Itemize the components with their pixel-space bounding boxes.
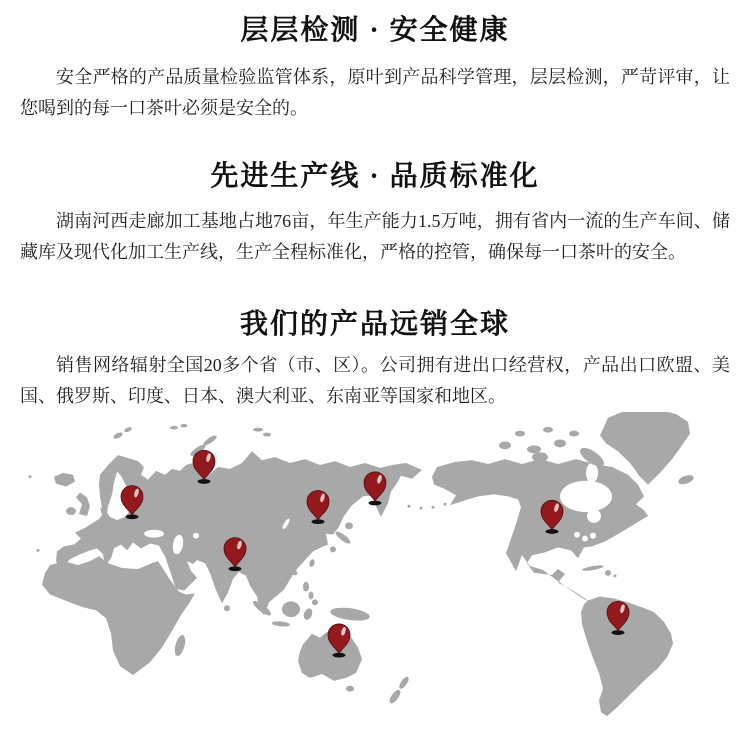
arctic-island-1 [499,441,511,449]
island-philippines-luzon [303,582,309,592]
aleutian-1 [444,503,447,506]
island-severnaya-zemlya-2 [263,433,271,437]
arctic-island-2 [515,431,525,437]
section-1-paragraph: 安全严格的产品质量检验监管体系，原叶到产品科学管理，层层检测，严苛评审，让您喝到的每一口茶叶必须是安全的。 [20,67,730,118]
great-lake-3 [590,533,596,539]
island-madagascar [173,634,187,657]
world-map-svg [0,412,750,726]
island-iceland [54,473,75,487]
island-new-zealand-south [388,688,403,705]
island-ireland [66,507,76,515]
island-speck [29,475,32,478]
island-java [272,621,290,627]
world-map [0,412,750,726]
island-iceland-east [677,473,695,486]
continent-north-america [432,459,648,603]
island-kyushu [330,546,336,552]
island-tasmania [346,686,354,692]
great-lake-1 [574,532,580,538]
island-cuba [582,564,604,572]
section-2-heading: 先进生产线 · 品质标准化 [210,161,540,192]
aleutian-2 [432,506,435,509]
island-franz-josef [170,426,178,430]
section-1-heading: 层层检测 · 安全健康 [240,15,510,46]
island-svalbard-2 [124,426,133,433]
arctic-island-3 [527,445,541,453]
island-hainan [293,570,298,575]
island-honshu [334,530,352,546]
hudson-strait [586,463,598,483]
island-sulawesi [302,607,314,621]
island-victoria [532,452,548,462]
arctic-island-6 [569,431,579,437]
aleutian-4 [408,505,411,508]
section-2-paragraph: 湖南河西走廊加工基地占地76亩，年生产能力1.5万吨，拥有省内一流的生产车间、储藏库及现代化加工生产线，生产全程标准化，严格的控管，确保每一口茶叶的安全。 [20,211,730,262]
arctic-island-5 [554,439,566,447]
aleutian-3 [420,507,423,510]
great-lake-2 [582,536,588,542]
section-3-paragraph: 销售网络辐射全国20多个省（市、区）。公司拥有进出口经营权，产品出口欧盟、美国、俄罗斯、印度、日本、澳大利亚、东南亚等国家和地区。 [20,355,730,406]
island-svalbard [112,431,123,440]
aral-sea [193,533,199,539]
island-philippines-mindanao [312,599,318,605]
arctic-island-4 [543,427,553,433]
island-philippines [309,592,314,600]
black-sea [144,530,164,538]
island-novaya-zemlya-2 [202,434,218,447]
island-borneo [282,601,300,617]
island-puerto-rico [614,574,617,577]
island-hispaniola [605,570,611,576]
island-severnaya-zemlya [253,428,263,432]
island-new-guinea [329,606,370,623]
island-azores [37,549,40,552]
hudson-bay [560,481,612,512]
island-taiwan [309,559,316,568]
island-sri-lanka [224,605,230,611]
james-bay [587,509,601,523]
island-franz-josef-2 [181,424,188,428]
island-hokkaido [345,522,353,529]
island-newfoundland [627,514,641,522]
section-3-heading: 我们的产品远销全球 [239,309,510,340]
island-new-zealand-north [398,676,411,691]
page [0,14,750,726]
island-great-britain [76,492,90,516]
